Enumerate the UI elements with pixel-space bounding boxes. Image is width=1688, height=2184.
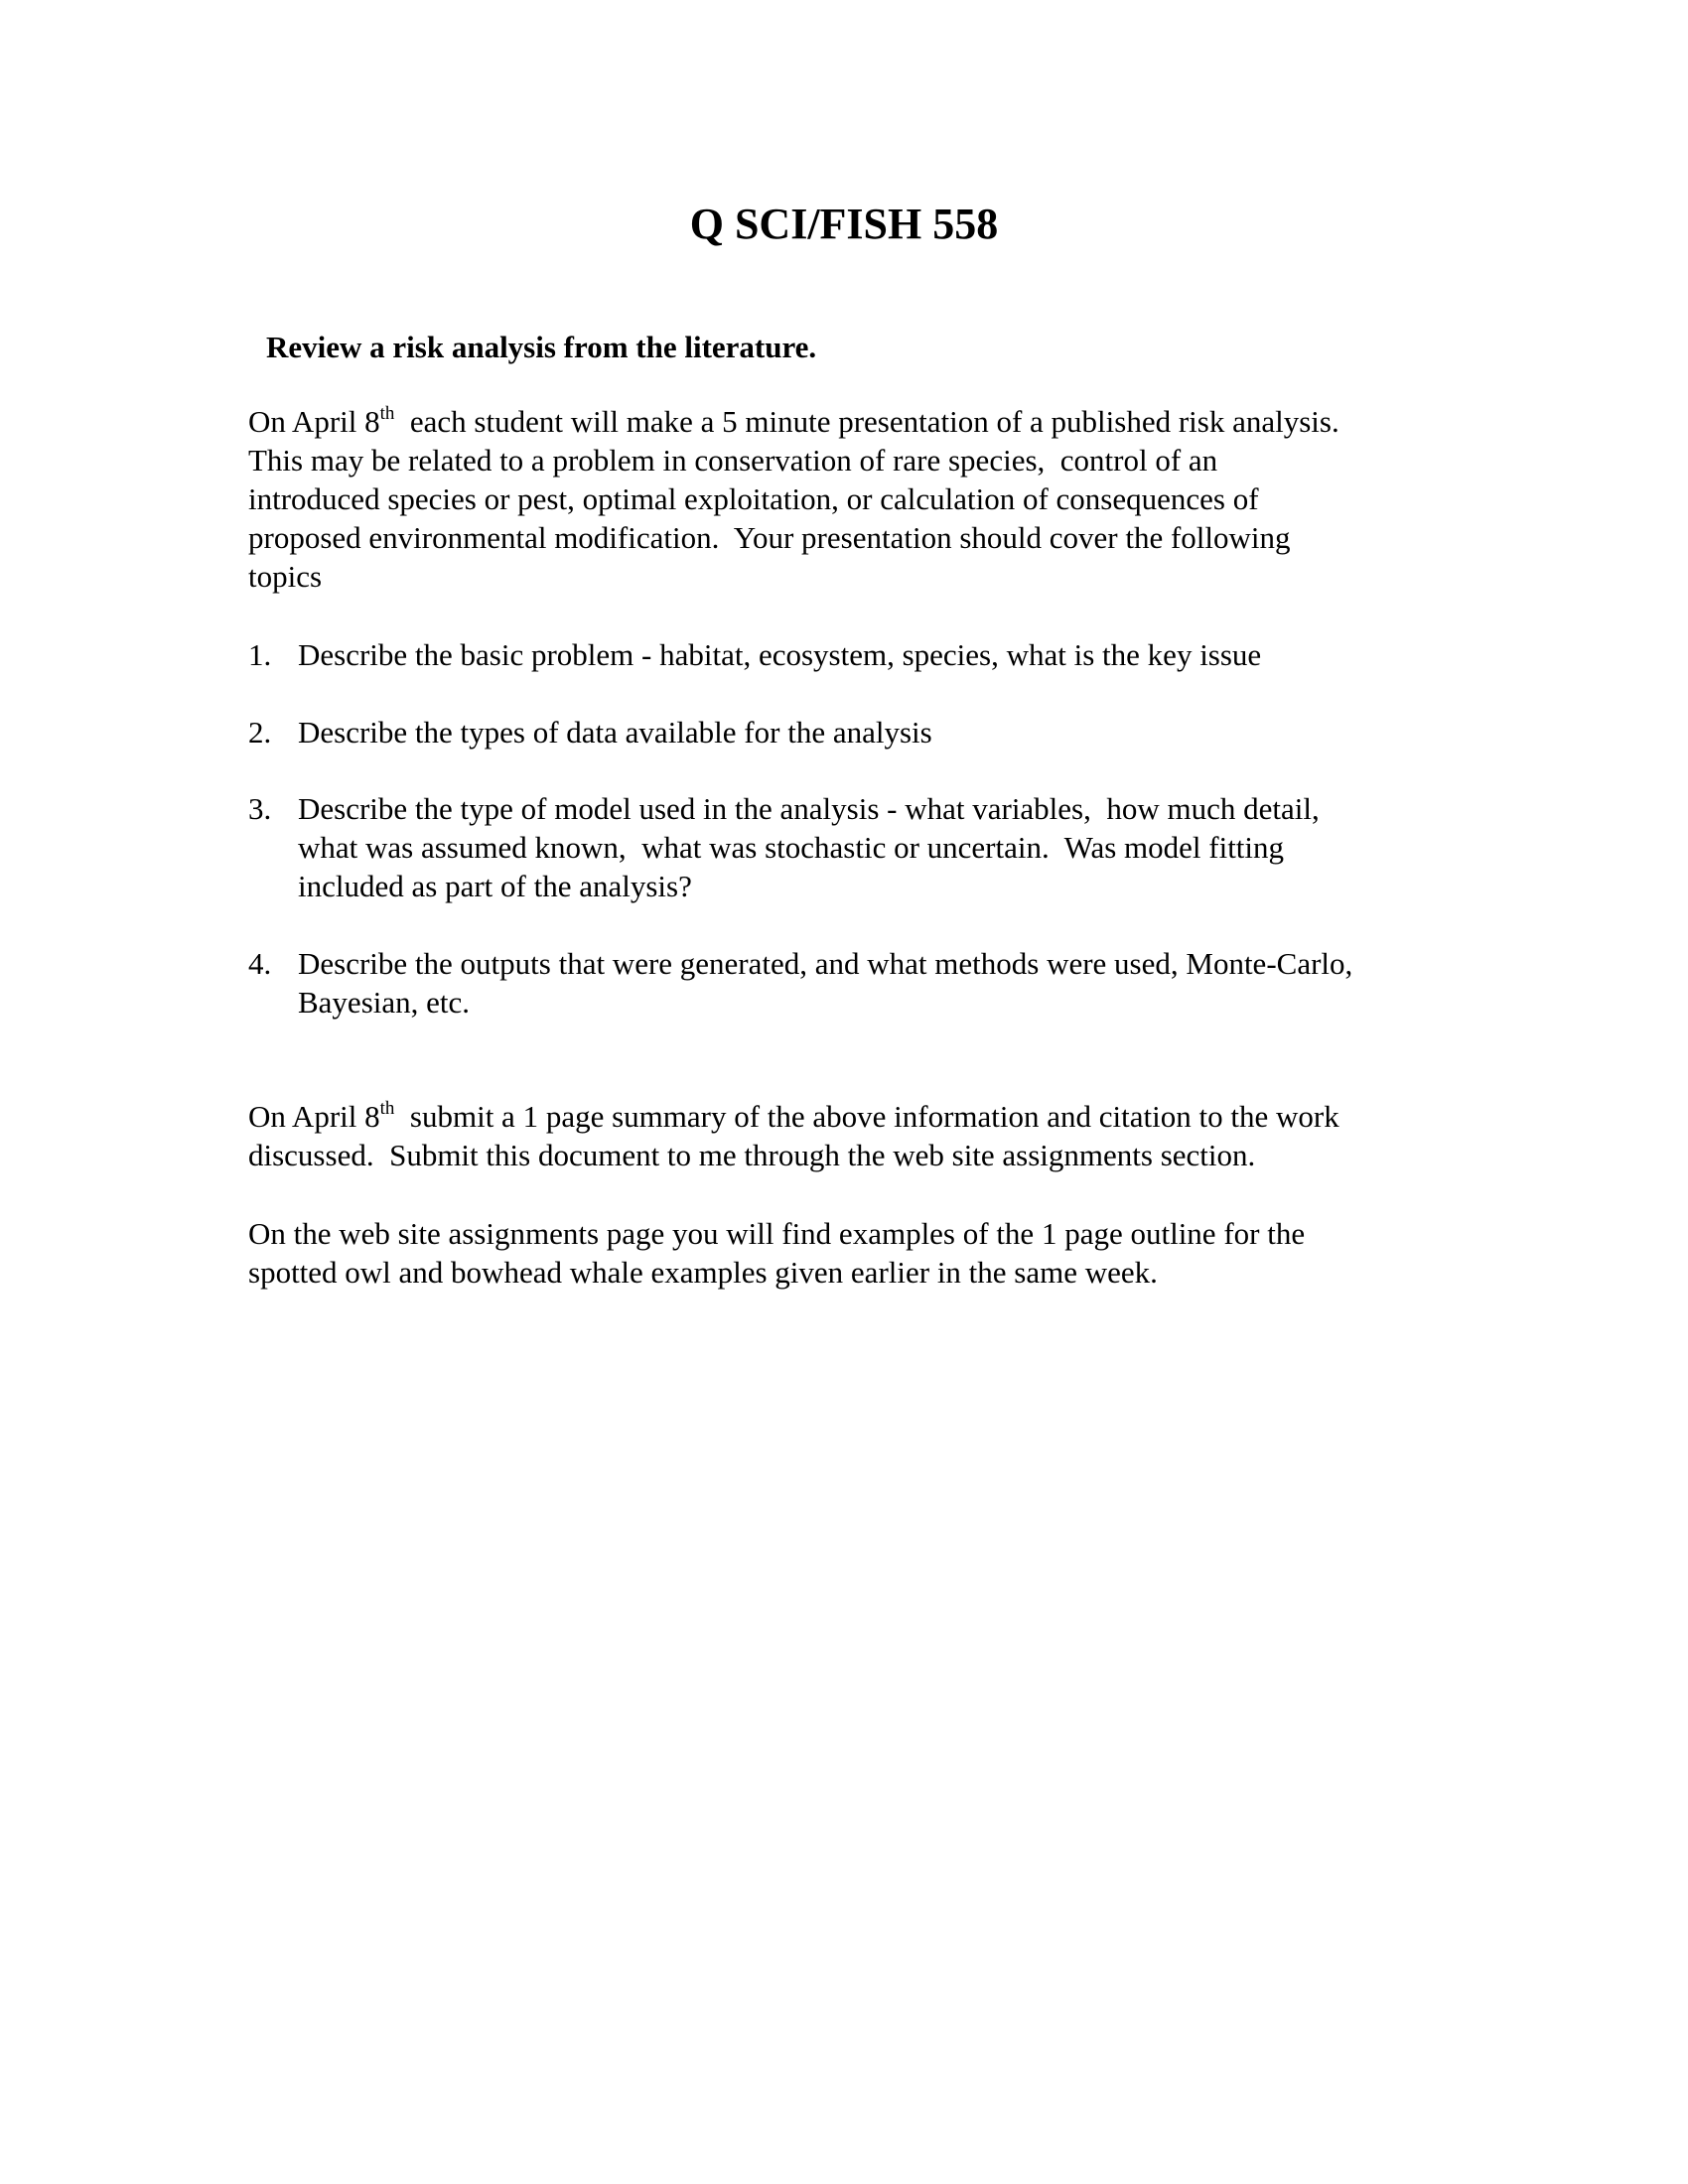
ordinal-suffix: th [379,403,395,424]
intro-line-4: proposed environmental modification. Your presentation should cover the following [248,520,1291,555]
intro-line-3: introduced species or pest, optimal exploitation, or calculation of consequences of [248,481,1259,516]
list-item-text: Describe the outputs that were generated, and what methods were used, Monte-Carlo, Bayesian, etc. [298,946,1353,1020]
list-item-text: Describe the types of data available for the analysis [298,715,932,750]
list-item-text: Describe the type of model used in the analysis - what variables, how much detail, what was assumed known, what was stochastic or uncertain. Was model fitting included as part of the analysis? [298,791,1320,903]
list-item-number: 1. [248,637,272,672]
submission-line-2: discussed. Submit this document to me through the web site assignments section. [248,1138,1256,1172]
course-title: Q SCI/FISH 558 [689,200,999,248]
list-item-number: 3. [248,791,272,826]
intro-line-2: This may be related to a problem in conservation of rare species, control of an [248,443,1218,478]
ordinal-suffix: th [379,1098,395,1119]
examples-line-2: spotted owl and bowhead whale examples given earlier in the same week. [248,1255,1158,1290]
intro-line-5: topics [248,559,323,594]
assignment-heading: Review a risk analysis from the literature. [266,330,817,364]
examples-line-1: On the web site assignments page you will find examples of the 1 page outline for the [248,1216,1306,1251]
list-item-number: 2. [248,715,272,750]
intro-line-1: On April 8th each student will make a 5 minute presentation of a published risk analysis. [248,403,1339,439]
intro-paragraph [248,402,1440,596]
submission-paragraph [248,1097,1440,1174]
examples-paragraph [248,1214,1440,1292]
list-item-text: Describe the basic problem - habitat, ecosystem, species, what is the key issue [298,637,1262,672]
list-item-number: 4. [248,946,272,981]
submission-line-1: On April 8th submit a 1 page summary of the above information and citation to the work [248,1098,1339,1134]
